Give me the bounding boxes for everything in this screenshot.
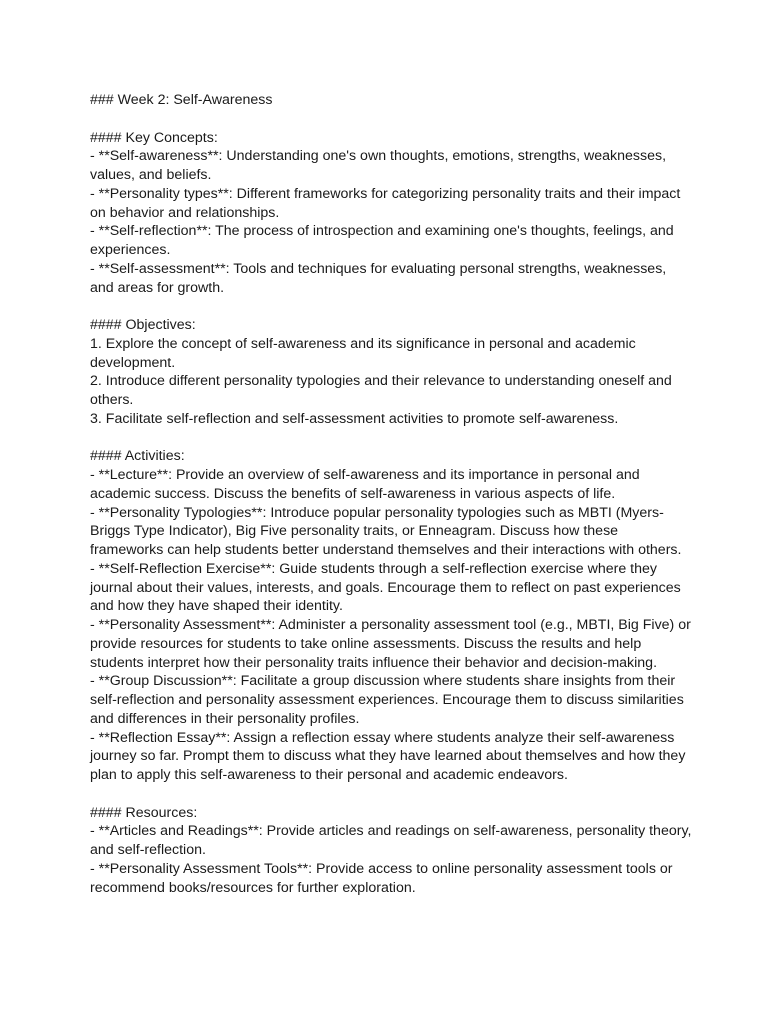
activities-line: academic success. Discuss the benefits of self-awareness in various aspects of life. — [90, 485, 616, 502]
objectives-line: 3. Facilitate self-reflection and self-assessment activities to promote self-awareness. — [90, 410, 619, 427]
activities-line: - **Personality Typologies**: Introduce popular personality typologies such as MBTI (Myers- — [90, 504, 664, 521]
spacer — [90, 110, 690, 129]
activities-line: journal about their values, interests, and goals. Encourage them to reflect on past experiences — [90, 579, 681, 596]
activities-line: plan to apply this self-awareness to their personal and academic endeavors. — [90, 767, 568, 783]
key-concepts-line: - **Personality types**: Different frameworks for categorizing personality traits and their impact — [90, 185, 681, 202]
activities-line: provide resources for students to take online assessments. Discuss the results and help — [90, 635, 642, 652]
activities-line: journey so far. Prompt them to discuss what they have learned about themselves and how they — [90, 748, 686, 765]
spacer — [90, 297, 690, 316]
objectives-line: others. — [90, 392, 134, 408]
resources-line: - **Personality Assessment Tools**: Provide access to online personality assessment tools or — [90, 860, 673, 877]
activities-line: - **Group Discussion**: Facilitate a group discussion where students share insights from their — [90, 673, 676, 690]
spacer — [90, 429, 690, 448]
resources-line: recommend books/resources for further exploration. — [90, 879, 416, 896]
activities-line: frameworks can help students better understand themselves and their interactions with others. — [90, 542, 682, 558]
objectives-line: development. — [90, 354, 176, 371]
key-concepts-line: values, and beliefs. — [90, 167, 212, 183]
key-concepts-line: - **Self-assessment**: Tools and techniques for evaluating personal strengths, weaknesses, — [90, 260, 667, 277]
objectives-line: 2. Introduce different personality typologies and their relevance to understanding oneself and — [90, 373, 672, 390]
activities-line: and differences in their personality profiles. — [90, 710, 360, 727]
key-concepts-line: - **Self-awareness**: Understanding one's own thoughts, emotions, strengths, weaknesses, — [90, 148, 667, 165]
activities-line: - **Reflection Essay**: Assign a reflection essay where students analyze their self-awareness — [90, 729, 675, 746]
key-concepts-line: - **Self-reflection**: The process of introspection and examining one's thoughts, feelings, and — [90, 223, 674, 240]
activities-line: - **Self-Reflection Exercise**: Guide students through a self-reflection exercise where they — [90, 560, 657, 577]
objectives-heading: #### Objectives: — [90, 317, 196, 333]
activities-line: - **Personality Assessment**: Administer a personality assessment tool (e.g., MBTI, Big Five) or — [90, 617, 691, 633]
document-page — [90, 91, 690, 897]
key-concepts-line: on behavior and relationships. — [90, 204, 280, 221]
activities-line: - **Lecture**: Provide an overview of self-awareness and its importance in personal and — [90, 467, 640, 483]
key-concepts-heading: #### Key Concepts: — [90, 129, 218, 146]
resources-heading: #### Resources: — [90, 804, 198, 821]
objectives-line: 1. Explore the concept of self-awareness and its significance in personal and academic — [90, 335, 636, 352]
activities-line: self-reflection and personality assessment experiences. Encourage them to discuss similarities — [90, 692, 684, 708]
activities-line: and how they have shaped their identity. — [90, 598, 343, 615]
activities-heading: #### Activities: — [90, 448, 185, 465]
key-concepts-line: experiences. — [90, 242, 171, 258]
resources-line: and self-reflection. — [90, 842, 206, 858]
key-concepts-line: and areas for growth. — [90, 279, 225, 296]
resources-line: - **Articles and Readings**: Provide articles and readings on self-awareness, personality theory, — [90, 823, 692, 840]
spacer — [90, 785, 690, 804]
activities-line: Briggs Type Indicator), Big Five personality traits, or Enneagram. Discuss how these — [90, 523, 619, 540]
activities-line: students interpret how their personality traits influence their behavior and decision-making. — [90, 654, 658, 671]
document-title: ### Week 2: Self-Awareness — [90, 92, 273, 108]
